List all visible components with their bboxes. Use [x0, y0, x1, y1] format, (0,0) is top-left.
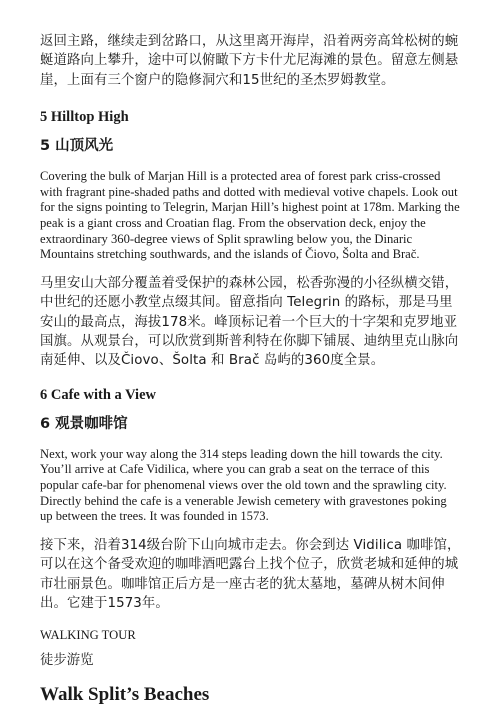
next-section-title: Walk Split’s Beaches [40, 684, 210, 706]
hilltop-paragraph-en: Covering the bulk of Marjan Hill is a protected area of forest park criss-crossed with fragrant pine-shaded paths and dotted with medieval votive chapels. Look out for the signs pointing to Telegrin, Marjan Hill’s highest point at 178m. Marking the peak is a giant cross and Croatian flag. From the observation deck, enjoy the extraordinary 360-degree views of Split sprawling below you, the Dinaric Mountains stretching southwards, and the islands of Čiovo, Šolta and Brač. [40, 169, 460, 262]
hilltop-paragraph-zh: 马里安山大部分覆盖着受保护的森林公园，松香弥漫的小径纵横交错，中世纪的还愿小教堂点缀其间。留意指向 Telegrin 的路标，那是马里安山的最高点，海拔178米。峰顶标记着一个巨大的十字架和克罗地亚国旗。从观景台，可以欣赏到斯普利特在你脚下铺展、迪纳里克山脉向南延伸、以及Čiovo、Šolta 和 Brač 岛屿的360度全景。 [40, 275, 459, 369]
walking-tour-label-zh: 徒步游览 [40, 653, 94, 669]
cafe-paragraph-zh: 接下来，沿着314级台阶下山向城市走去。你会到达 Vidilica 咖啡馆，可以在这个备受欢迎的咖啡酒吧露台上找个位子，欣赏老城和延伸的城市壮丽景色。咖啡馆正后方是一座古老的犹太墓地，墓碑从树木间伸出。它建于1573年。 [40, 537, 461, 611]
intro-paragraph-zh: 返回主路，继续走到岔路口，从这里离开海岸，沿着两旁高耸松树的蜿蜒道路向上攀升，途中可以俯瞰下方卡什尤尼海滩的景色。留意左侧悬崖，上面有三个窗户的隐修洞穴和15世纪的圣杰罗姆教堂。 [40, 34, 459, 88]
document-page [40, 32, 462, 707]
cafe-paragraph-en: Next, work your way along the 314 steps leading down the hill towards the city. You’ll arrive at Cafe Vidilica, where you can grab a seat on the terrace of this popular cafe-bar for phenomenal views over the old town and the sprawling city. Directly behind the cafe is a venerable Jewish cemetery with gravestones poking up between the trees. It was founded in 1573. [40, 446, 447, 524]
section-heading-hilltop-en: 5 Hilltop High [40, 109, 129, 126]
section-heading-cafe-en: 6 Cafe with a View [40, 386, 156, 403]
walking-tour-label-en: WALKING TOUR [40, 628, 136, 643]
section-heading-hilltop-zh: 5 山顶风光 [40, 138, 114, 155]
section-heading-cafe-zh: 6 观景咖啡馆 [40, 415, 128, 432]
